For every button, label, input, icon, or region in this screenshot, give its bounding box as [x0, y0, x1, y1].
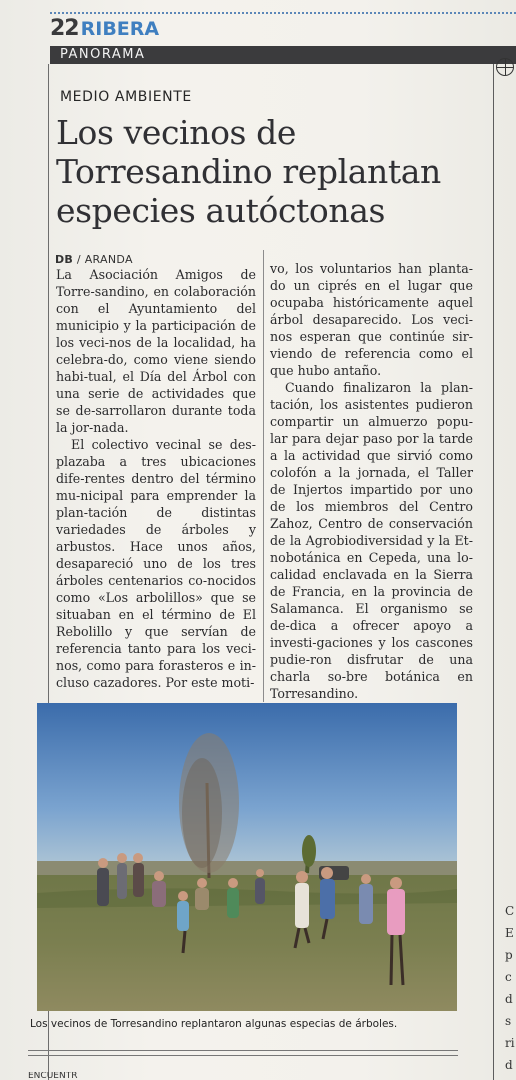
- photo-illustration: [37, 703, 457, 1011]
- article-headline: [56, 113, 486, 230]
- article-kicker: MEDIO AMBIENTE: [60, 89, 192, 105]
- paragraph: La Asociación Amigos de Torre-sandino, en colaboración con el Ayuntamiento del municipio y la participación de los veci-nos de la localidad, ha celebra-do, como viene siendo habi-tual, el Día del Árbol con una serie de actividades que se de-sarrollaron durante toda la jor-nada.: [56, 267, 256, 435]
- headline-line: Torresandino replantan: [56, 152, 441, 191]
- fragment-letter: d: [505, 992, 513, 1006]
- right-column-border: [493, 64, 494, 1080]
- column-divider: [263, 250, 264, 702]
- paragraph: Cuando finalizaron la plan-tación, los asistentes pudieron compartir un almuerzo popu-lar para dejar paso por la tarde a la actividad que sirvió como colofón a la jornada, el Taller de Injertos impartido por uno de los miembros del Centro Zahoz, Centro de conservación de la Agrobiodiversidad y la Et-nobotánica en Cepeda, una lo-calidad enclavada en la Sierra de Francia, en la provincia de Salamanca. El organismo se de-dica a ofrecer apoyo a investi-gaciones y los cascones pudie-ron disfrutar de una charla so-bre botánica en Torresandino.: [270, 380, 473, 701]
- fragment-letter: ri: [505, 1036, 515, 1050]
- fragment-letter: c: [505, 970, 512, 984]
- fragment-letter: p: [505, 948, 513, 962]
- top-dotted-rule: [50, 12, 516, 14]
- article-column-1: [56, 266, 256, 691]
- fragment-letter: d: [505, 1058, 513, 1072]
- paragraph: vo, los voluntarios han planta-do un ciprés en el lugar que ocupaba históricamente aquel árbol desaparecido. Los veci-nos esperan que continúe sir-viendo de referencia como el que hubo antaño.: [270, 261, 473, 378]
- section-band: [50, 46, 516, 64]
- fragment-letter: C: [505, 904, 515, 918]
- paragraph: El colectivo vecinal se des-plazaba a tres ubicaciones dife-rentes dentro del término mu-nicipal para emprender la plan-tación de distintas variedades de árboles y arbustos. Hace unos años, desapareció uno de los tres árboles centenarios co-nocidos como «Los arbolillos» que se situaban en el término de El Rebolillo y que servían de referencia tanto para los veci-nos, como para forasteros e in-cluso cazadores. Por este moti-: [56, 437, 256, 690]
- headline-line: Los vecinos de: [56, 113, 297, 152]
- byline-location: / ARANDA: [73, 253, 133, 266]
- band-label: PANORAMA: [60, 47, 146, 62]
- photo-caption: Los vecinos de Torresandino replantaron algunas especias de árboles.: [30, 1018, 398, 1030]
- article-photo: [37, 703, 457, 1011]
- page-header: [50, 16, 159, 42]
- article-byline: [55, 253, 133, 266]
- fragment-letter: s: [505, 1014, 512, 1028]
- adjacent-column-fragment: [505, 900, 516, 1076]
- section-name: RIBERA: [80, 18, 160, 40]
- bottom-double-rule: [28, 1050, 458, 1056]
- globe-icon: [496, 58, 514, 76]
- fragment-letter: E: [505, 926, 514, 940]
- byline-source: DB: [55, 253, 74, 266]
- next-article-cutoff: ENCUENTR: [28, 1072, 78, 1080]
- page-number: 22: [50, 16, 79, 41]
- headline-line: especies autóctonas: [56, 191, 386, 230]
- article-column-2: [270, 260, 473, 702]
